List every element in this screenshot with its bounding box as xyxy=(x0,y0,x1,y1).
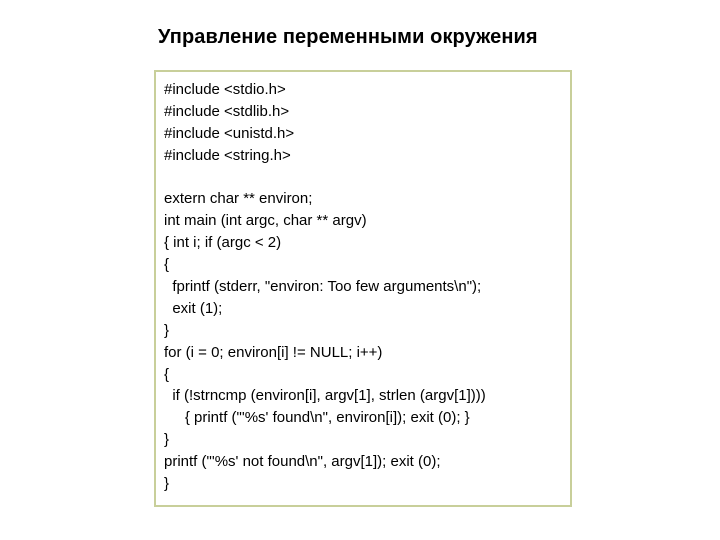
code-listing xyxy=(164,79,486,495)
code-line: exit (1); xyxy=(164,299,223,317)
code-line: printf ("'%s' not found\n", argv[1]); exit (0); xyxy=(164,453,441,471)
code-line: { xyxy=(164,365,170,383)
code-line: #include <unistd.h> xyxy=(164,124,295,142)
code-line: } xyxy=(164,321,170,339)
slide-title: Управление переменными окружения xyxy=(158,26,538,48)
code-line: #include <string.h> xyxy=(164,146,291,164)
code-line: #include <stdio.h> xyxy=(164,81,286,98)
code-line: { xyxy=(164,256,170,274)
code-line: fprintf (stderr, "environ: Too few arguments\n"); xyxy=(164,278,482,296)
code-listing-box xyxy=(154,70,572,507)
code-line: for (i = 0; environ[i] != NULL; i++) xyxy=(164,343,383,361)
code-line: extern char ** environ; xyxy=(164,190,313,208)
code-line: } xyxy=(164,475,170,493)
code-line: { printf ("'%s' found\n", environ[i]); exit (0); } xyxy=(164,409,470,427)
code-line: { int i; if (argc < 2) xyxy=(164,234,282,252)
code-line: #include <stdlib.h> xyxy=(164,102,290,120)
code-line: int main (int argc, char ** argv) xyxy=(164,212,367,230)
code-line: if (!strncmp (environ[i], argv[1], strlen (argv[1]))) xyxy=(164,387,486,405)
blank-line xyxy=(164,167,486,189)
code-line: } xyxy=(164,431,170,449)
